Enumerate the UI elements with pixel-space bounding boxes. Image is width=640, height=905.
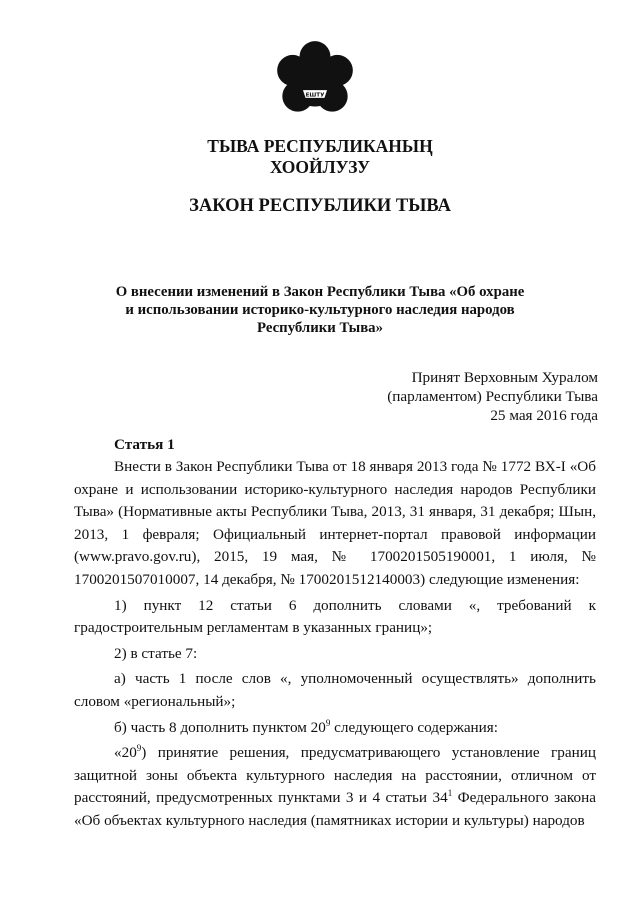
article-superscript: 1 — [447, 788, 453, 799]
point-text-mid: ) принятие решения, предусматривающего установление границ защитной зоны объекта культурного наследия на расстоянии, отличном от расстояний, предусмотренных пунктами 3 и 4 статьи 34 — [74, 744, 596, 807]
point-text-end: Федерального закона «Об объектах культурного наследия (памятниках истории и культуры) народов — [74, 789, 596, 829]
paragraph-item-1: 1) пункт 12 статьи 6 дополнить словами «, требований к градостроительным регламентам в указанных границ»; — [74, 596, 596, 637]
law-title-line1: О внесении изменений в Закон Республики Тыва «Об охране — [115, 284, 525, 300]
paragraph-intro: Внести в Закон Республики Тыва от 18 января 2013 года № 1772 ВХ-I «Об охране и использовании историко-культурного наследия народов Республики Тыва» (Нормативные акты Республики Тыва, 2013, 31 января, 31 декабря; Шын, 2013, 1 февраля; Официальный интернет-портал правовой информации (www.pravo.gov.ru), 2015, 19 мая, № 1700201505190001, 1 июля, № 1700201507010007, 14 декабря, № 1700201512140003) следующие изменения: — [74, 458, 596, 588]
adoption-date: 25 мая 2016 года — [490, 407, 598, 424]
law-title — [110, 283, 530, 337]
paragraph-item-b — [74, 717, 596, 740]
heading-tuva — [0, 136, 640, 178]
heading-law: ЗАКОН РЕСПУБЛИКИ ТЫВА — [189, 196, 451, 216]
item-b-text-end: следующего содержания: — [330, 718, 499, 736]
paragraph-point-20-9 — [74, 742, 596, 832]
law-title-line2: и использовании историко-культурного наследия народов — [125, 302, 515, 318]
emblem-motto: ЕШТУ — [305, 92, 325, 99]
adoption-line2: (парламентом) Республики Тыва — [387, 388, 598, 405]
item-b-superscript: 9 — [325, 717, 331, 728]
law-title-line3: Республики Тыва» — [257, 320, 383, 336]
item-b-text: б) часть 8 дополнить пунктом 20 — [114, 718, 326, 736]
point-superscript: 9 — [136, 743, 142, 754]
paragraph-item-2: 2) в статье 7: — [114, 644, 198, 662]
heading-tuva-line1: ТЫВА РЕСПУБЛИКАНЫҢ — [207, 136, 433, 156]
paragraph-item-a: а) часть 1 после слов «, уполномоченный осуществлять» дополнить словом «региональный»; — [74, 670, 596, 710]
adoption-line1: Принят Верховным Хуралом — [411, 369, 598, 386]
article-title: Статья 1 — [114, 436, 175, 453]
tuva-coat-of-arms-icon — [272, 36, 358, 122]
point-text-start: «20 — [114, 744, 137, 762]
adoption-note — [387, 368, 598, 425]
article-body — [74, 456, 596, 833]
heading-tuva-line2: ХООЙЛУЗУ — [270, 157, 370, 177]
